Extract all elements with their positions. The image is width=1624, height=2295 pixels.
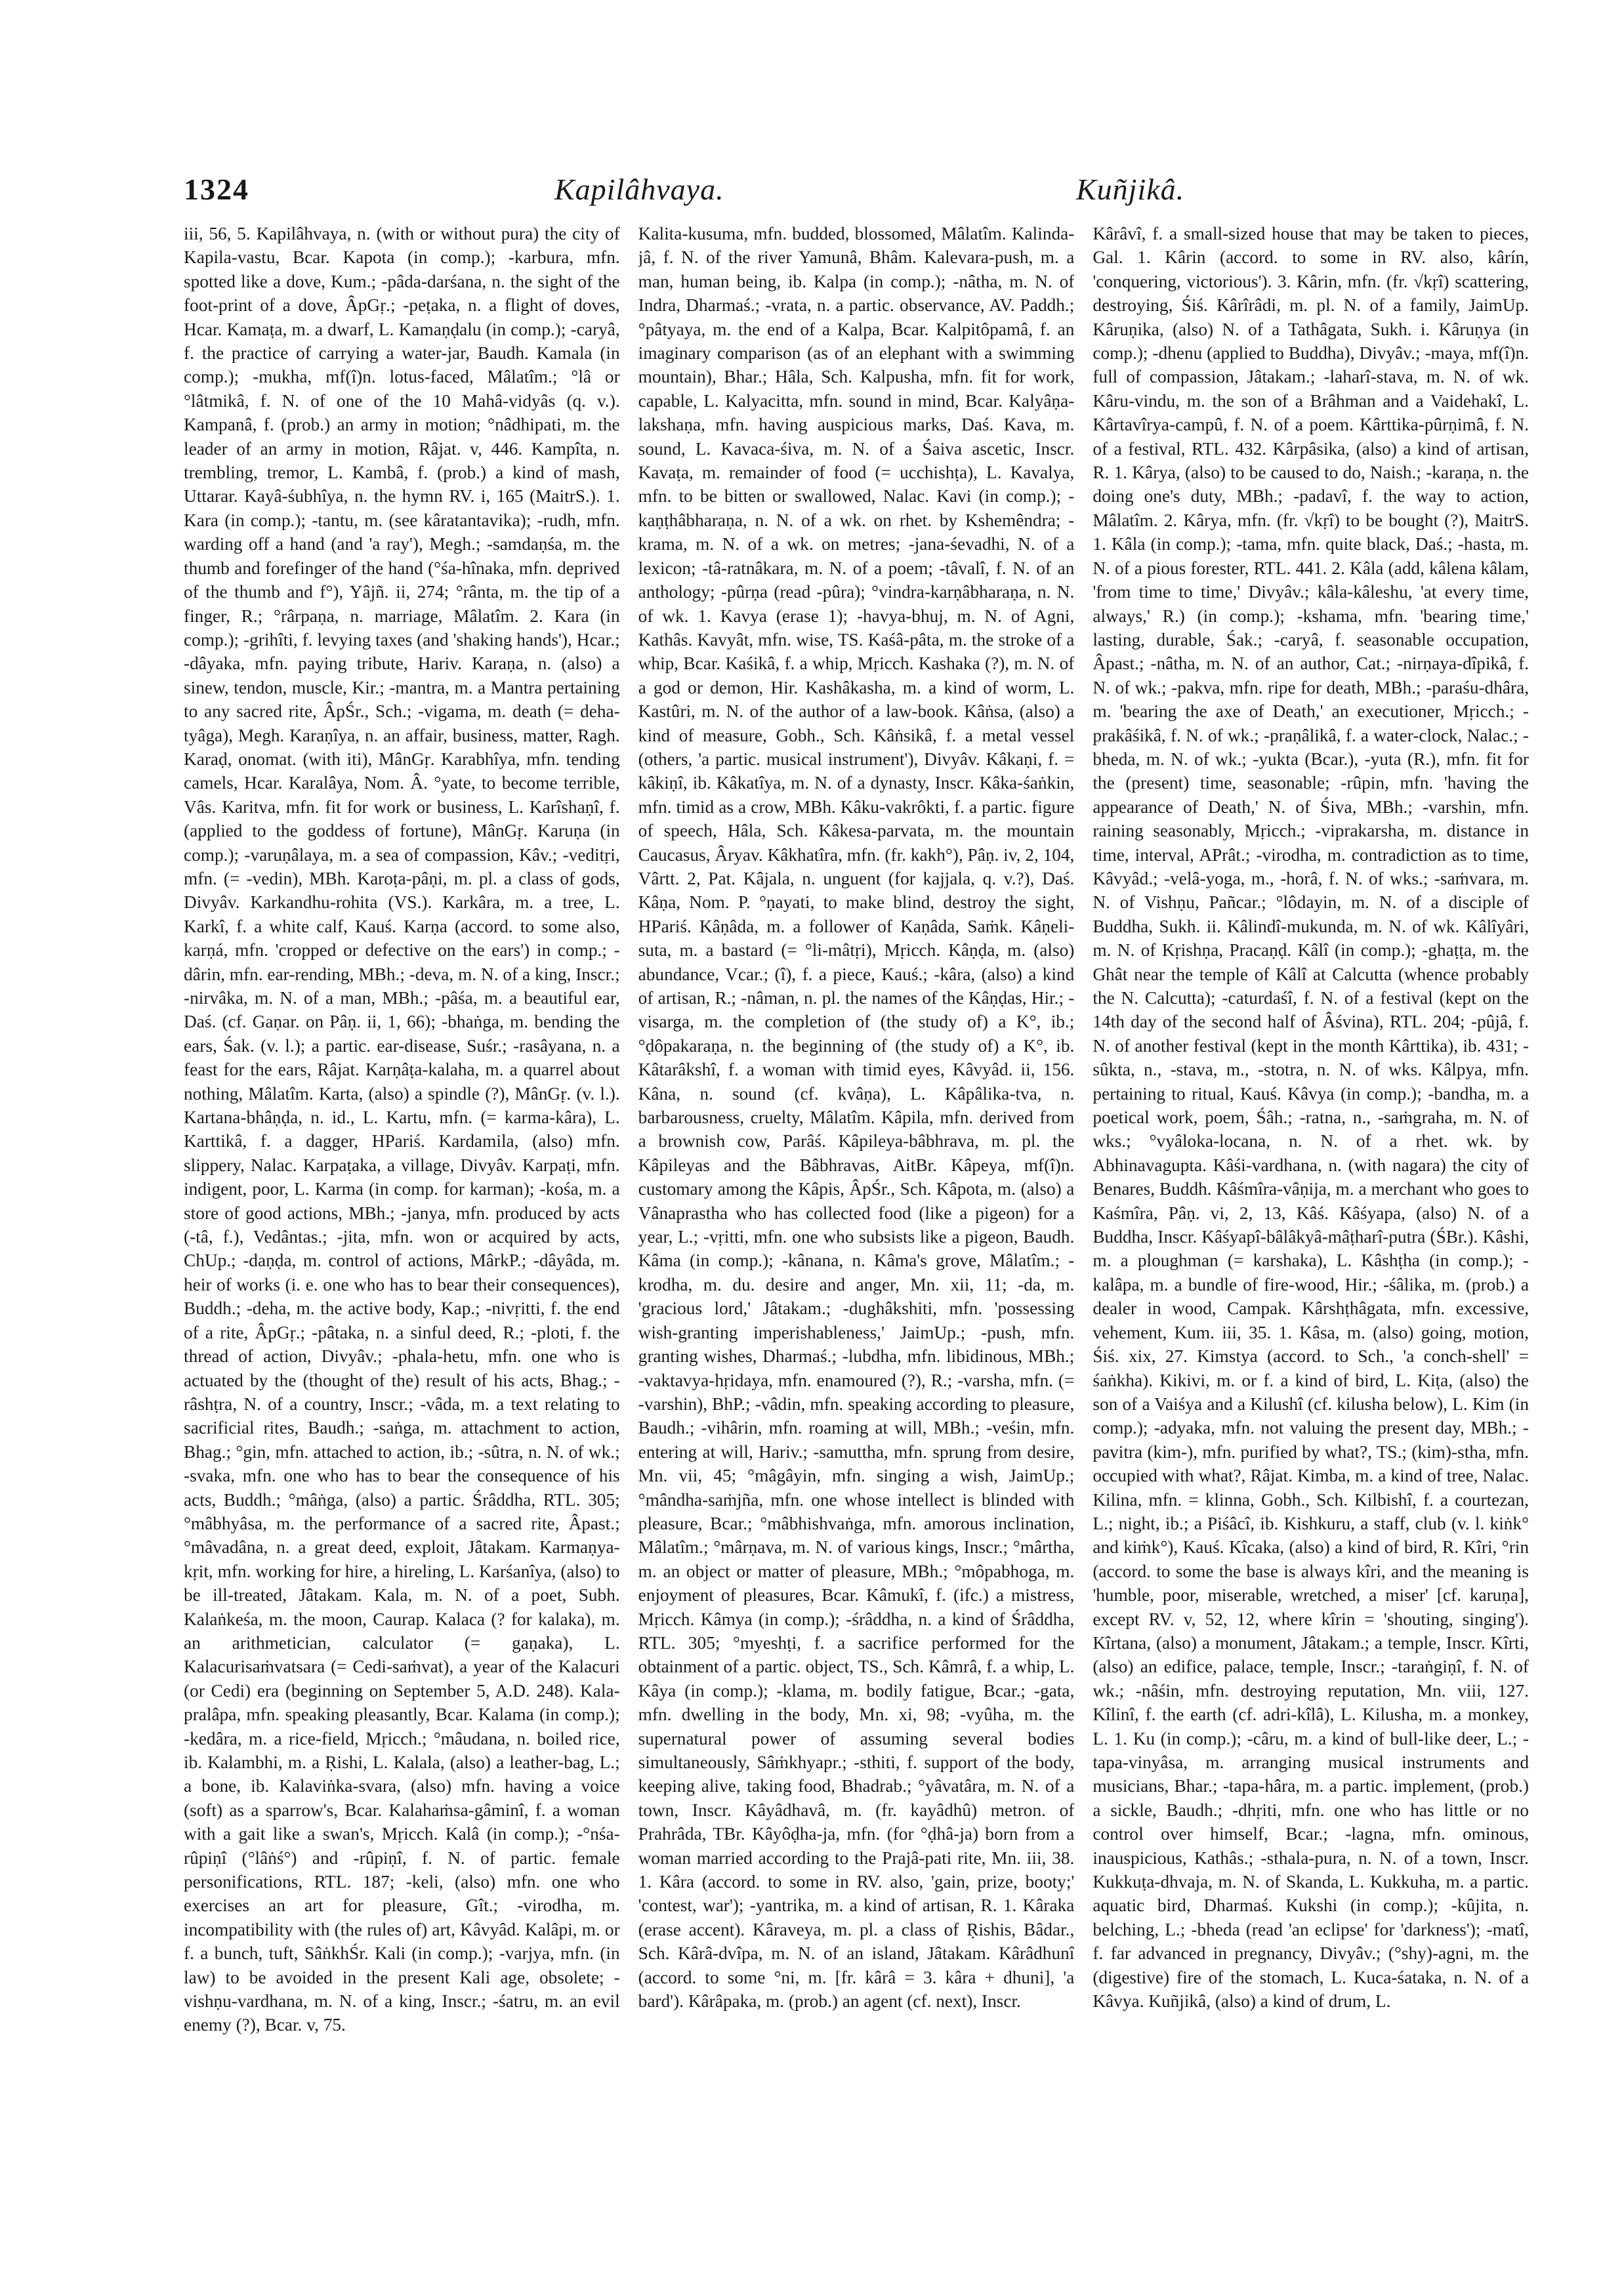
column-1 — [184, 222, 620, 2243]
page-number: 1324 — [184, 173, 249, 206]
column-3-text: Kârâvî, f. a small-sized house that may be taken to pieces, Gal. 1. Kârin (accord. to some in RV. also, kârín, 'conquering, victorious'). 3. Kârin, mfn. (fr. √kṛî) scattering, destroying, Śiś. Kârîrâdi, m. pl. N. of a family, JaimUp. Kâruṇika, (also) N. of a Tathâgata, Sukh. i. Kâruṇya (in comp.); -dhenu (applied to Buddha), Divyâv.; -maya, mf(î)n. full of compassion, Jâtakam.; -laharî-stava, m. N. of wk. Kâru-vindu, m. the son of a Brâhman and a Vaidehakî, L. Kârtavîrya-campû, f. N. of a poem. Kârttika-pûrṇimâ, f. N. of a festival, RTL. 432. Kârpâsika, (also) a kind of artisan, R. 1. Kârya, (also) to be caused to do, Naish.; -karaṇa, n. the doing one's duty, MBh.; -padavî, f. the way to action, Mâlatîm. 2. Kârya, mfn. (fr. √kṛî) to be bought (?), MaitrS. 1. Kâla (in comp.); -tama, mfn. quite black, Daś.; -hasta, m. N. of a pious forester, RTL. 441. 2. Kâla (add, kâlena kâlam, 'from time to time,' Divyâv.; kâla-kâleshu, 'at every time, always,' R.) (in comp.); -kshama, mfn. 'bearing time,' lasting, durable, Śak.; -caryâ, f. seasonable occupation, Âpast.; -nâtha, m. N. of an author, Cat.; -nirṇaya-dîpikâ, f. N. of wk.; -pakva, mfn. ripe for death, MBh.; -paraśu-dhâra, m. 'bearing the axe of Death,' an executioner, Mṛicch.; -prakâśikâ, f. N. of wk.; -praṇâlikâ, f. a water-clock, Nalac.; -bheda, m. N. of wk.; -yukta (Bcar.), -yuta (R.), mfn. fit for the (present) time, seasonable; -rûpin, mfn. 'having the appearance of Death,' N. of Śiva, MBh.; -varshin, mfn. raining seasonably, Mṛicch.; -viprakarsha, m. distance in time, interval, APrât.; -virodha, m. contradiction as to time, Kâvyâd.; -velâ-yoga, m., -horâ, f. N. of wks.; -saṁvara, m. N. of Vishṇu, Pañcar.; °lôdayin, m. N. of a disciple of Buddha, Sukh. ii. Kâlindî-mukunda, m. N. of wk. Kâlîyâri, m. N. of Kṛishṇa, Pracaṇḍ. Kâlî (in comp.); -ghaṭṭa, m. the Ghât near the temple of Kâlî at Calcutta (whence probably the N. Calcutta); -caturdaśî, f. N. of a festival (kept on the 14th day of the second half of Âśvina), RTL. 204; -pûjâ, f. N. of another festival (kept in the month Kârttika), ib. 431; -sûkta, n., -stava, m., -stotra, n. N. of wks. Kâlpya, mfn. pertaining to ritual, Kauś. Kâvya (in comp.); -bandha, m. a poetical work, poem, Śâh.; -ratna, n., -saṁgraha, m. N. of wks.; °vyâloka-locana, n. N. of a rhet. wk. by Abhinavagupta. Kâśi-vardhana, n. (with nagara) the city of Benares, Buddh. Kâśmîra-vâṇija, m. a merchant who goes to Kaśmîra, Pâṇ. vi, 2, 13, Kâś. Kâśyapa, (also) N. of a Buddha, Inscr. Kâśyapî-bâlâkyâ-mâṭharî-putra (ŚBr.). Kâshi, m. a ploughman (= karshaka), L. Kâshṭha (in comp.); -kalâpa, m. a bundle of fire-wood, Hir.; -śâlika, m. (prob.) a dealer in wood, Campak. Kârshṭhâgata, mfn. excessive, vehement, Kum. iii, 35. 1. Kâsa, m. (also) going, motion, Śiś. xix, 27. Kimstya (accord. to Sch., 'a conch-shell' = śaṅkha). Kikivi, m. or f. a kind of bird, L. Kiṭa, (also) the son of a Vaiśya and a Kilushî (cf. kilusha below), L. Kim (in comp.); -adyaka, mfn. not valuing the present day, MBh.; -pavitra (kim-), mfn. purified by what?, TS.; (kim)-stha, mfn. occupied with what?, Râjat. Kimba, m. a kind of tree, Nalac. Kilina, mfn. = klinna, Gobh., Sch. Kilbishî, f. a courtezan, L.; night, ib.; a Piśâcî, ib. Kishkuru, a staff, club (v. l. kiṅk° and kiṁk°), Kauś. Kîcaka, (also) a kind of bird, R. Kîri, °rin (accord. to some the base is always kîri, and the meaning is 'humble, poor, miserable, wretched, a miser' [cf. karuṇa], except RV. v, 52, 12, where kîrin = 'shouting, singing'). Kîrtana, (also) a monument, Jâtakam.; a temple, Inscr. Kîrti, (also) an edifice, palace, temple, Inscr.; -taraṅgiṇî, f. N. of wk.; -nâśin, mfn. destroying reputation, Mn. viii, 127. Kîlinî, f. the earth (cf. adri-kîlâ), L. Kilusha, m. a monkey, L. 1. Ku (in comp.); -câru, m. a kind of bull-like deer, L.; -tapa-vinyâsa, m. arranging musical instruments and musicians, Bhar.; -tapa-hâra, m. a partic. implement, (prob.) a sickle, Baudh.; -dhṛiti, mfn. one who has little or no control over himself, Bcar.; -lagna, mfn. ominous, inauspicious, Kathâs.; -sthala-pura, n. N. of a town, Inscr. Kukkuṭa-dhvaja, m. N. of Skanda, L. Kukkuha, m. a partic. aquatic bird, Dharmaś. Kukshi (in comp.); -kûjita, n. belching, L.; -bheda (read 'an eclipse' for 'darkness'); -matî, f. far advanced in pregnancy, Divyâv.; (°shy)-agni, m. the (digestive) fire of the stomach, L. Kuca-śataka, n. N. of a Kâvya. Kuñjikâ, (also) a kind of drum, L. — [1093, 224, 1530, 2012]
text-columns — [184, 222, 1529, 2243]
running-head-last-entry: Kuñjikâ. — [1076, 173, 1185, 206]
page-header — [184, 172, 1529, 211]
column-3 — [1093, 222, 1529, 2243]
running-head-first-entry: Kapilâhvaya. — [554, 173, 724, 206]
column-2 — [638, 222, 1075, 2243]
column-2-text: Kalita-kusuma, mfn. budded, blossomed, Mâlatîm. Kalinda-jâ, f. N. of the river Yamunâ, Bhâm. Kalevara-push, m. a man, human being, ib. Kalpa (in comp.); -nâtha, m. N. of Indra, Dharmaś.; -vrata, n. a partic. observance, AV. Paddh.; °pâtyaya, m. the end of a Kalpa, Bcar. Kalpitôpamâ, f. an imaginary comparison (as of an elephant with a swimming mountain), Bhar.; Hâla, Sch. Kalpusha, mfn. fit for work, capable, L. Kalyacitta, mfn. sound in mind, Bcar. Kalyâṇa-lakshaṇa, mfn. having auspicious marks, Daś. Kava, m. sound, L. Kavaca-śiva, m. N. of a Śaiva ascetic, Inscr. Kavaṭa, m. remainder of food (= ucchishṭa), L. Kavalya, mfn. to be bitten or swallowed, Nalac. Kavi (in comp.); -kaṇṭhâbharaṇa, n. N. of a wk. on rhet. by Kshemêndra; -krama, m. N. of a wk. on metres; -jana-śevadhi, N. of a lexicon; -tâ-ratnâkara, m. N. of a poem; -tâvalî, f. N. of an anthology; -pûrṇa (read -pûra); °vindra-karṇâbharaṇa, n. N. of wk. 1. Kavya (erase 1); -havya-bhuj, m. N. of Agni, Kathâs. Kavyât, mfn. wise, TS. Kaśâ-pâta, m. the stroke of a whip, Bcar. Kaśikâ, f. a whip, Mṛicch. Kashaka (?), m. N. of a god or demon, Hir. Kashâkasha, m. a kind of worm, L. Kastûri, m. N. of the author of a law-book. Kâṅsa, (also) a kind of measure, Gobh., Sch. Kâṅsikâ, f. a metal vessel (others, 'a partic. musical instrument'), Divyâv. Kâkaṇi, f. = kâkiṇî, ib. Kâkatîya, m. N. of a dynasty, Inscr. Kâka-śaṅkin, mfn. timid as a crow, MBh. Kâku-vakrôkti, f. a partic. figure of speech, Hâla, Sch. Kâkesa-parvata, m. the mountain Caucasus, Âryav. Kâkhatîra, mfn. (fr. kakh°), Pâṇ. iv, 2, 104, Vârtt. 2, Pat. Kâjala, n. unguent (for kajjala, q. v.?), Daś. Kâṇa, Nom. P. °ṇayati, to make blind, destroy the sight, HPariś. Kâṇâda, m. a follower of Kaṇâda, Saṁk. Kâṇeli-suta, m. a bastard (= °li-mâtṛi), Mṛicch. Kâṇḍa, m. (also) abundance, Vcar.; (î), f. a piece, Kauś.; -kâra, (also) a kind of artisan, R.; -nâman, n. pl. the names of the Kâṇḍas, Hir.; -visarga, m. the completion of (the study of) a K°, ib.; °ḍôpakaraṇa, n. the beginning of (the study of) a K°, ib. Kâtarâkshî, f. a woman with timid eyes, Kâvyâd. ii, 156. Kâna, n. sound (cf. kvâṇa), L. Kâpâlika-tva, n. barbarousness, cruelty, Mâlatîm. Kâpila, mfn. derived from a brownish cow, Parâś. Kâpileya-bâbhrava, m. pl. the Kâpileyas and the Bâbhravas, AitBr. Kâpeya, mf(î)n. customary among the Kâpis, ÂpŚr., Sch. Kâpota, m. (also) a Vânaprastha who has collected food (like a pigeon) for a year, L.; -vṛitti, mfn. one who subsists like a pigeon, Baudh. Kâma (in comp.); -kânana, n. Kâma's grove, Mâlatîm.; -krodha, m. du. desire and anger, Mn. xii, 11; -da, m. 'gracious lord,' Jâtakam.; -dughâkshiti, mfn. 'possessing wish-granting imperishableness,' JaimUp.; -push, mfn. granting wishes, Dharmaś.; -lubdha, mfn. libidinous, MBh.; -vaktavya-hṛidaya, mfn. enamoured (?), R.; -varsha, mfn. (= -varshin), BhP.; -vâdin, mfn. speaking according to pleasure, Baudh.; -vihârin, mfn. roaming at will, MBh.; -veśin, mfn. entering at will, Hariv.; -samuttha, mfn. sprung from desire, Mn. vii, 45; °mâgâyin, mfn. singing a wish, JaimUp.; °mândha-saṁjña, mfn. one whose intellect is blinded with pleasure, Bcar.; °mâbhishvaṅga, mfn. amorous inclination, Mâlatîm.; °mârṇava, m. N. of various kings, Inscr.; °mârtha, m. an object or matter of pleasure, MBh.; °môpabhoga, m. enjoyment of pleasures, Bcar. Kâmukî, f. (ifc.) a mistress, Mṛicch. Kâmya (in comp.); -śrâddha, n. a kind of Śrâddha, RTL. 305; °myeshṭi, f. a sacrifice performed for the obtainment of a partic. object, TS., Sch. Kâmrâ, f. a whip, L. Kâya (in comp.); -klama, m. bodily fatigue, Bcar.; -gata, mfn. dwelling in the body, Mn. xi, 98; -vyûha, m. the supernatural power of assuming several bodies simultaneously, Sâṁkhyapr.; -sthiti, f. support of the body, keeping alive, taking food, Bhadrab.; °yâvatâra, m. N. of a town, Inscr. Kâyâdhavâ, m. (fr. kayâdhû) metron. of Prahrâda, TBr. Kâyôḍha-ja, mfn. (for °ḍhâ-ja) born from a woman married according to the Prajâ-pati rite, Mn. iii, 38. 1. Kâra (accord. to some in RV. also, 'gain, prize, booty;' 'contest, war'); -yantrika, m. a kind of artisan, R. 1. Kâraka (erase accent). Kâraveya, m. pl. a class of Ṛishis, Bâdar., Sch. Kârâ-dvîpa, m. N. of an island, Jâtakam. Kârâdhunî (accord. to some °ni, m. [fr. kârâ = 3. kâra + dhuni], 'a bard'). Kârâpaka, m. (prob.) an agent (cf. next), Inscr. — [638, 224, 1075, 2012]
column-1-text: iii, 56, 5. Kapilâhvaya, n. (with or without pura) the city of Kapila-vastu, Bcar. Kapota (in comp.); -karbura, mfn. spotted like a dove, Kum.; -pâda-darśana, n. the sight of the foot-print of a dove, ÂpGṛ.; -peṭaka, n. a flight of doves, Hcar. Kamaṭa, m. a dwarf, L. Kamaṇḍalu (in comp.); -caryâ, f. the practice of carrying a water-jar, Baudh. Kamala (in comp.); -mukha, mf(î)n. lotus-faced, Mâlatîm.; °lâ or °lâtmikâ, f. N. of one of the 10 Mahâ-vidyâs (q. v.). Kampanâ, f. (prob.) an army in motion; °nâdhipati, m. the leader of an army in motion, Râjat. v, 446. Kampîta, n. trembling, tremor, L. Kambâ, f. (prob.) a kind of mash, Uttarar. Kayâ-śubhîya, n. the hymn RV. i, 165 (MaitrS.). 1. Kara (in comp.); -tantu, m. (see kâratantavika); -rudh, mfn. warding off a hand (and 'a ray'), Megh.; -samdaṇśa, m. the thumb and forefinger of the hand (°śa-hînaka, mfn. deprived of the thumb and f°), Yâjñ. ii, 274; °rânta, m. the tip of a finger, R.; °rârpaṇa, n. marriage, Mâlatîm. 2. Kara (in comp.); -grihîti, f. levying taxes (and 'shaking hands'), Hcar.; -dâyaka, mfn. paying tribute, Hariv. Karaṇa, n. (also) a sinew, tendon, muscle, Kir.; -mantra, m. a Mantra pertaining to any sacred rite, ÂpŚr., Sch.; -vigama, m. death (= deha-tyâga), Megh. Karaṇîya, n. an affair, business, matter, Ragh. Karaḍ, onomat. (with iti), MânGṛ. Karabhîya, mfn. tending camels, Hcar. Karalâya, Nom. Â. °yate, to become terrible, Vâs. Karitva, mfn. fit for work or business, L. Karîshaṇî, f. (applied to the goddess of fortune), MânGṛ. Karuṇa (in comp.); -varuṇâlaya, m. a sea of compassion, Kâv.; -veditṛi, mfn. (= -vedin), MBh. Karoṭa-pâṇi, m. pl. a class of gods, Divyâv. Karkandhu-rohita (VS.). Karkâra, m. a tree, L. Karkî, f. a white calf, Kauś. Karṇa (accord. to some also, karṇá, mfn. 'cropped or defective on the ears') in comp.; -dârin, mfn. ear-rending, MBh.; -deva, m. N. of a king, Inscr.; -nirvâka, m. N. of a man, MBh.; -pâśa, m. a beautiful ear, Daś. (cf. Gaṇar. on Pâṇ. ii, 1, 66); -bhaṅga, m. bending the ears, Śak. (v. l.); a partic. ear-disease, Suśr.; -rasâyana, n. a feast for the ears, Râjat. Karṇâṭa-kalaha, m. a quarrel about nothing, Mâlatîm. Karta, (also) a spindle (?), MânGṛ. (v. l.). Kartana-bhâṇḍa, n. id., L. Kartu, mfn. (= karma-kâra), L. Karttikâ, f. a dagger, HPariś. Kardamila, (also) mfn. slippery, Nalac. Karpaṭaka, a village, Divyâv. Karpaṭi, mfn. indigent, poor, L. Karma (in comp. for karman); -kośa, m. a store of good actions, MBh.; -janya, mfn. produced by acts (-tâ, f.), Vedântas.; -jita, mfn. won or acquired by acts, ChUp.; -daṇḍa, m. control of actions, MârkP.; -dâyâda, m. heir of works (i. e. one who has to bear their consequences), Buddh.; -deha, m. the active body, Kap.; -nivṛitti, f. the end of a rite, ÂpGṛ.; -pâtaka, n. a sinful deed, R.; -ploti, f. the thread of action, Divyâv.; -phala-hetu, mfn. one who is actuated by the (thought of the) result of his acts, Bhag.; -râshṭra, N. of a country, Inscr.; -vâda, m. a text relating to sacrificial rites, Baudh.; -saṅga, m. attachment to action, Bhag.; °gin, mfn. attached to action, ib.; -sûtra, n. N. of wk.; -svaka, mfn. one who has to bear the consequence of his acts, Buddh.; °mâṅga, (also) a partic. Śrâddha, RTL. 305; °mâbhyâsa, m. the performance of a sacred rite, Âpast.; °mâvadâna, n. a great deed, exploit, Jâtakam. Karmaṇya-kṛit, mfn. working for hire, a hireling, L. Karśanîya, (also) to be ill-treated, Jâtakam. Kala, m. N. of a poet, Subh. Kalaṅkeśa, m. the moon, Caurap. Kalaca (? for kalaka), m. an arithmetician, calculator (= gaṇaka), L. Kalacurisaṁvatsara (= Cedi-saṁvat), a year of the Kalacuri (or Cedi) era (beginning on September 5, A.D. 248). Kala-pralâpa, mfn. speaking pleasantly, Bcar. Kalama (in comp.); -kedâra, m. a rice-field, Mṛicch.; °mâudana, n. boiled rice, ib. Kalambhi, m. a Ṛishi, L. Kalala, (also) a leather-bag, L.; a bone, ib. Kalaviṅka-svara, (also) mfn. having a voice (soft) as a sparrow's, Bcar. Kalahaṁsa-gâminî, f. a woman with a gait like a swan's, Mṛicch. Kalâ (in comp.); -°nśa-rûpiṇî (°lâṅś°) and -rûpiṇî, f. N. of partic. female personifications, RTL. 187; -keli, (also) mfn. one who exercises an art for pleasure, Gît.; -virodha, m. incompatibility with (the rules of) art, Kâvyâd. Kalâpi, m. or f. a bunch, tuft, SâṅkhŚr. Kali (in comp.); -varjya, mfn. (in law) to be avoided in the present Kali age, obsolete; -vishṇu-vardhana, m. N. of a king, Inscr.; -śatru, m. an evil enemy (?), Bcar. v, 75. — [184, 224, 620, 2035]
